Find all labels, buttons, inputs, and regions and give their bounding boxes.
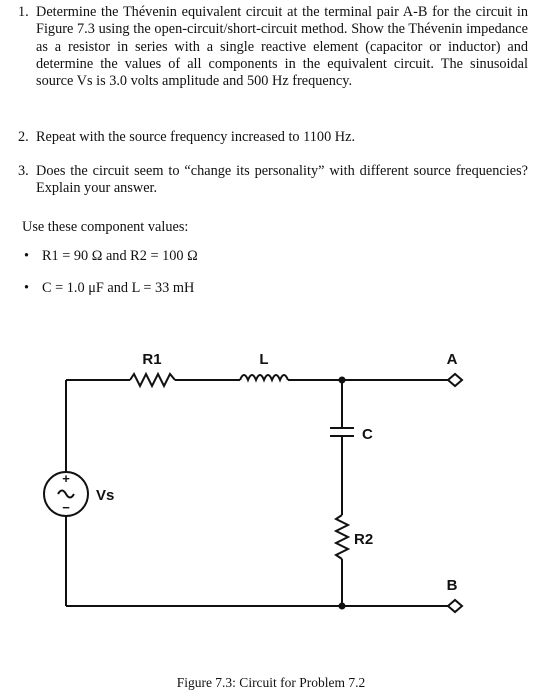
junction-dot-bottom xyxy=(339,603,346,610)
inductor-l-symbol xyxy=(240,375,288,380)
r2-label: R2 xyxy=(354,531,374,548)
c-label: C xyxy=(362,426,373,443)
component-values-intro: Use these component values: xyxy=(22,219,189,235)
l-label: L xyxy=(259,351,269,368)
problem-3-number: 3. xyxy=(18,163,29,179)
problem-1-number: 1. xyxy=(18,4,29,20)
junction-dot-top xyxy=(339,377,346,384)
terminal-b-label: B xyxy=(446,577,458,594)
figure-caption: Figure 7.3: Circuit for Problem 7.2 xyxy=(176,675,366,690)
problem-2-number: 2. xyxy=(18,129,29,145)
problem-3-text: Does the circuit seem to “change its personality” with different source frequencies? Explain your answer. xyxy=(36,163,528,197)
problem-1-text: Determine the Thévenin equivalent circuit at the terminal pair A-B for the circuit in Figure 7.3 using the open-circuit/short-circuit method. Show the Thévenin impedance as a resistor in series with a single reactive element (capacitor or inductor) and determine the values of all components in the equivalent circuit. The sinusoidal source Vs is 3.0 volts amplitude and 500 Hz frequency. xyxy=(36,4,528,90)
terminal-b-icon xyxy=(448,600,462,612)
source-tilde-icon xyxy=(58,491,74,498)
reactive-values: • C = 1.0 μF and L = 33 mH xyxy=(24,280,198,312)
source-minus-sign: − xyxy=(62,500,70,515)
problem-2-text: Repeat with the source frequency increased to 1100 Hz. xyxy=(36,129,356,145)
terminal-a-label: A xyxy=(446,351,458,368)
resistor-r2-symbol xyxy=(336,515,348,559)
r1-label: R1 xyxy=(142,351,162,368)
resistor-r1-symbol xyxy=(130,374,175,386)
resistor-values: • R1 = 90 Ω and R2 = 100 Ω xyxy=(24,248,198,280)
source-plus-sign: + xyxy=(62,471,70,486)
source-label: Vs xyxy=(96,487,115,504)
terminal-a-icon xyxy=(448,374,462,386)
